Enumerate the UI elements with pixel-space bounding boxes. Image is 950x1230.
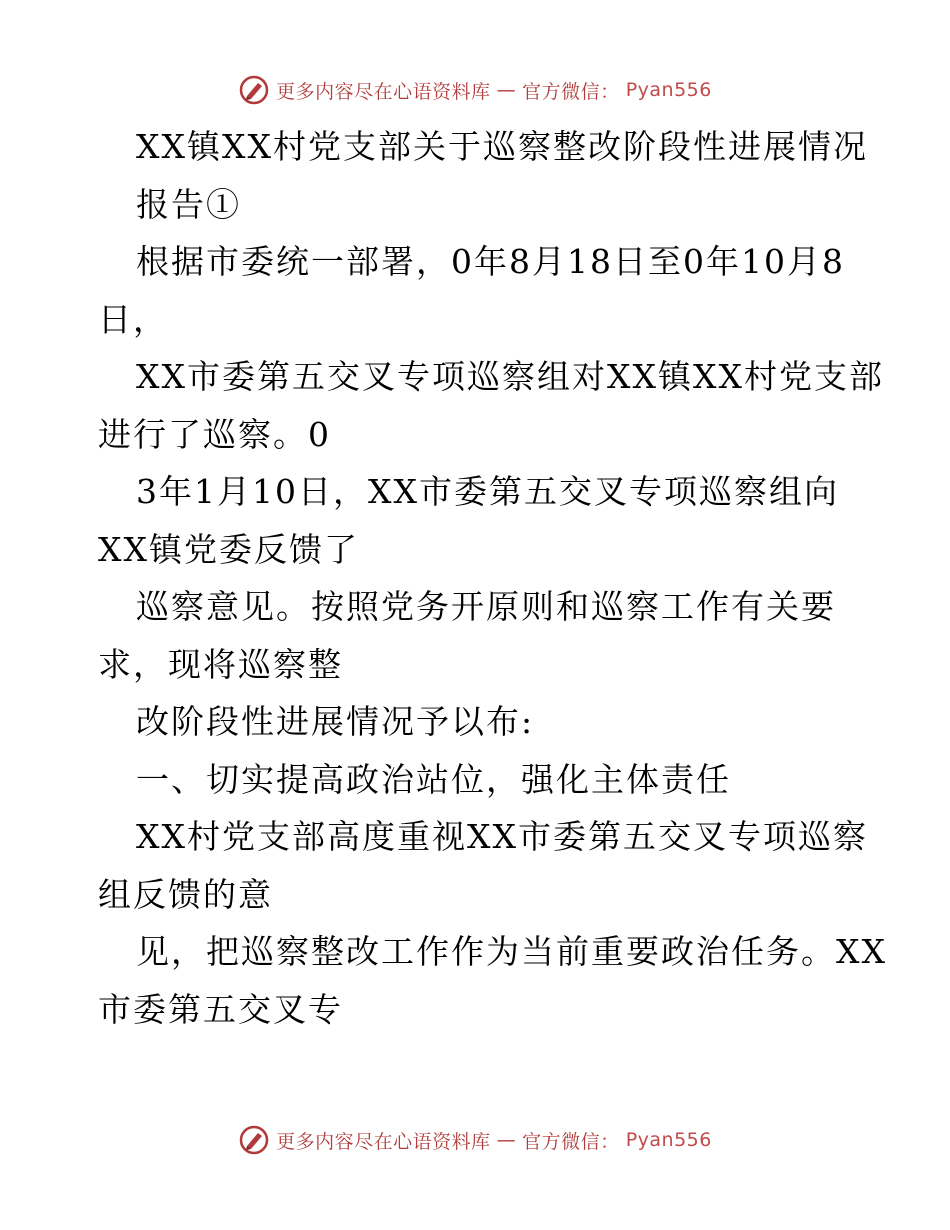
brand-seal-icon	[238, 74, 270, 106]
watermark-contact-label: 官方微信：	[522, 80, 620, 103]
document-line: 巡察意见。按照党务开原则和巡察工作有关要	[136, 587, 836, 626]
document-line: 求，现将巡察整	[98, 644, 343, 684]
document-line: XX村党支部高度重视XX市委第五交叉专项巡察	[136, 817, 868, 856]
watermark-brand: 更多内容尽在心语资料库	[276, 80, 491, 103]
document-line: 进行了巡察。0	[98, 414, 331, 454]
document-line: 根据市委统一部署，0年8月18日至0年10月8	[136, 242, 845, 281]
document-line: 3年1月10日，XX市委第五交叉专项巡察组向	[136, 472, 839, 511]
document-line: XX市委第五交叉专项巡察组对XX镇XX村党支部	[136, 357, 884, 396]
header-watermark	[0, 70, 950, 110]
footer-watermark	[0, 1120, 950, 1160]
document-line: XX镇XX村党支部关于巡察整改阶段性进展情况	[136, 127, 868, 166]
document-line: 改阶段性进展情况予以布:	[136, 702, 535, 741]
document-line: 日，	[98, 299, 168, 339]
watermark-contact-value: Pyan556	[625, 79, 712, 101]
watermark-separator: —	[496, 1129, 517, 1151]
brand-seal-icon	[238, 1124, 270, 1156]
document-line: 报告①	[136, 184, 241, 224]
document-body	[98, 118, 887, 1038]
document-line: 市委第五交叉专	[98, 989, 343, 1029]
watermark-contact-label: 官方微信：	[522, 1130, 620, 1153]
watermark-brand: 更多内容尽在心语资料库	[276, 1130, 491, 1153]
watermark-contact-value: Pyan556	[625, 1129, 712, 1151]
document-line: 一、切实提高政治站位，强化主体责任	[136, 759, 731, 799]
watermark-separator: —	[496, 79, 517, 101]
document-line: XX镇党委反馈了	[98, 529, 359, 569]
document-line: 见，把巡察整改工作作为当前重要政治任务。XX	[136, 932, 887, 971]
document-line: 组反馈的意	[98, 874, 273, 914]
